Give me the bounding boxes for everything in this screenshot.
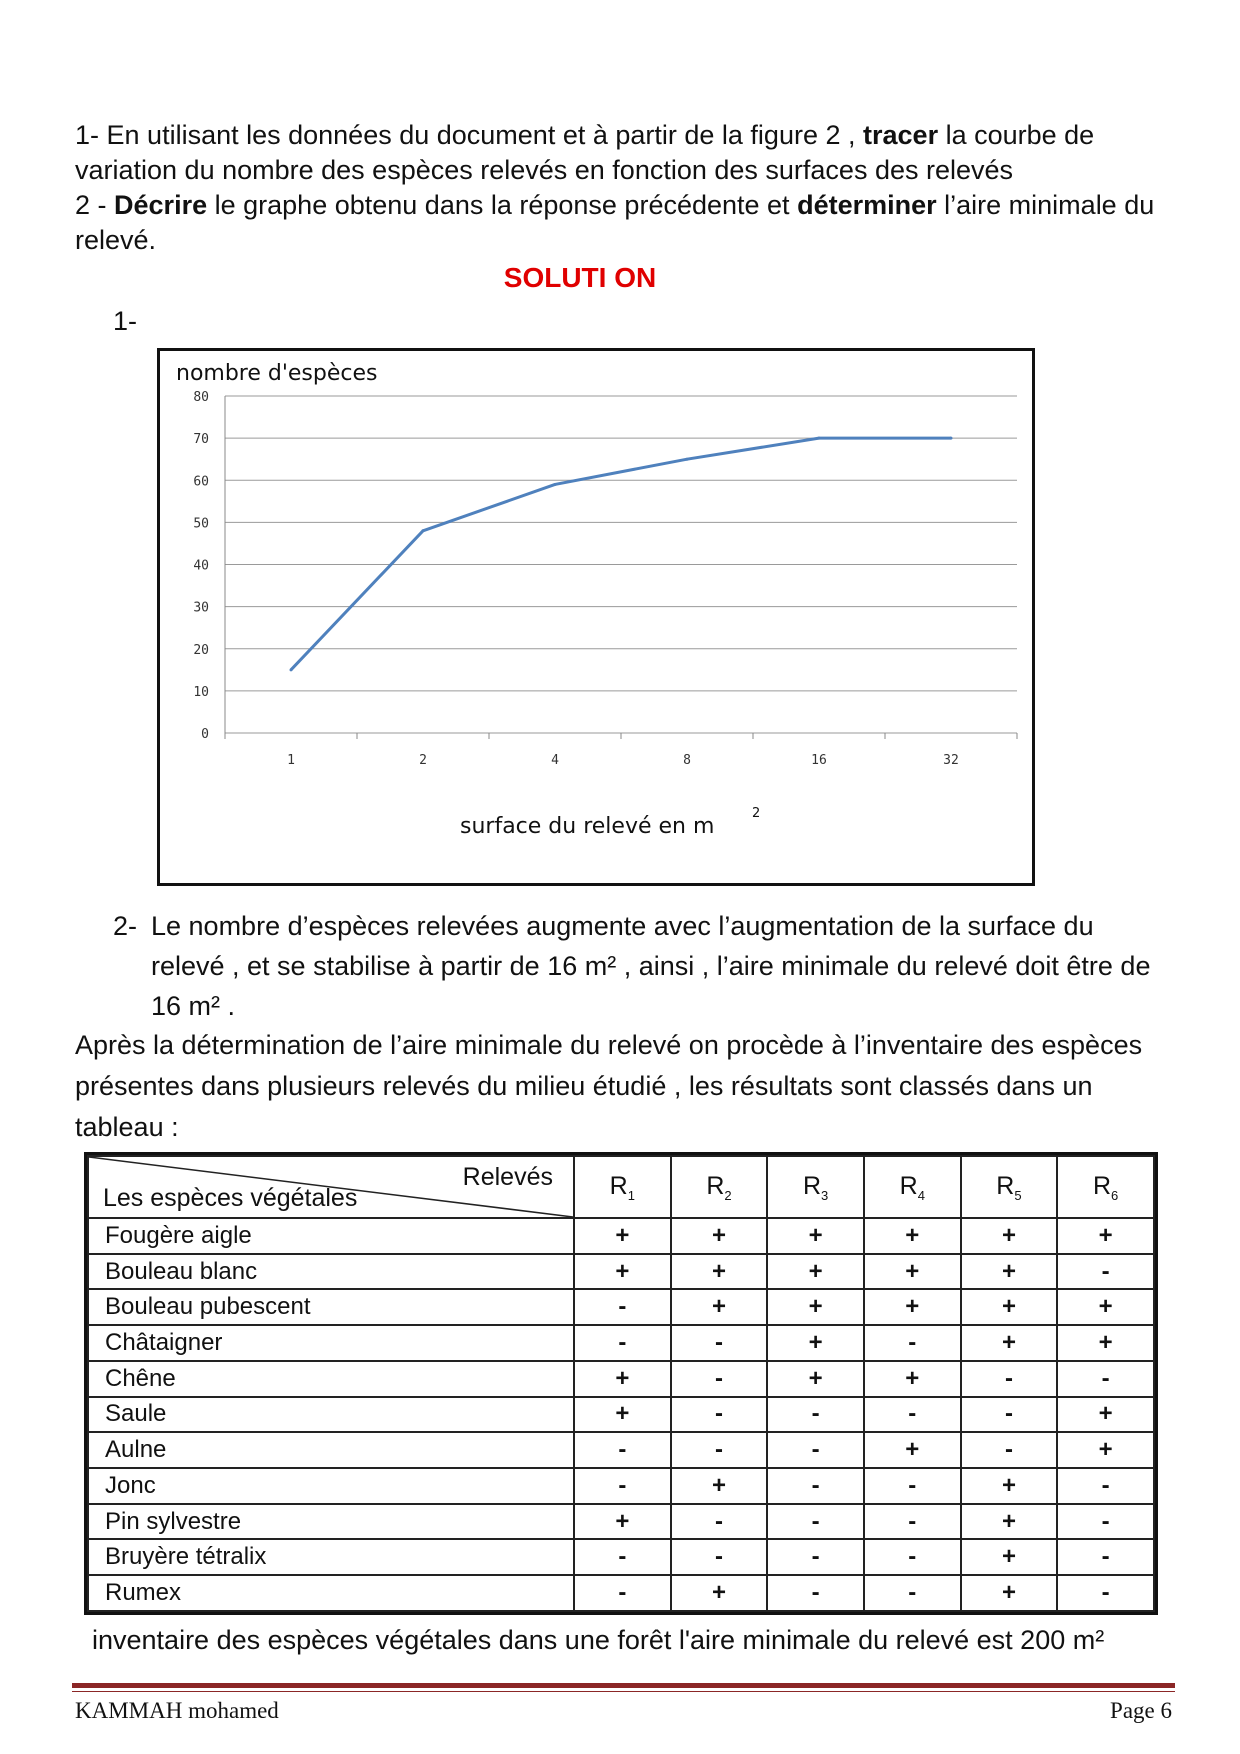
data-point	[290, 668, 293, 671]
question-2-bold-1: Décrire	[114, 190, 208, 220]
presence-mark: +	[961, 1254, 1058, 1290]
question-2	[75, 188, 1175, 258]
presence-mark: -	[671, 1539, 768, 1575]
table-row	[88, 1325, 1154, 1361]
presence-mark: -	[671, 1361, 768, 1397]
data-point	[422, 529, 425, 532]
table-corner-cell	[88, 1156, 574, 1218]
presence-mark: -	[574, 1289, 671, 1325]
presence-mark: +	[574, 1218, 671, 1254]
presence-mark: -	[1057, 1504, 1154, 1540]
presence-mark: +	[961, 1468, 1058, 1504]
data-point	[686, 458, 689, 461]
table-row	[88, 1432, 1154, 1468]
data-point	[950, 437, 953, 440]
inventory-table	[84, 1152, 1158, 1615]
presence-mark: -	[767, 1575, 864, 1611]
question-1-bold: tracer	[863, 120, 939, 150]
column-header-base: R	[609, 1171, 628, 1200]
presence-mark: -	[864, 1325, 961, 1361]
presence-mark: +	[1057, 1432, 1154, 1468]
y-tick-label: 30	[193, 600, 209, 616]
presence-mark: -	[574, 1539, 671, 1575]
presence-mark: +	[574, 1397, 671, 1433]
question-2-text-a: le graphe obtenu dans la réponse précédente et	[214, 190, 790, 220]
presence-mark: +	[671, 1289, 768, 1325]
y-tick-label: 50	[193, 516, 209, 532]
column-header-r4	[864, 1156, 961, 1218]
chart-title: nombre d'espèces	[176, 361, 378, 386]
presence-mark: +	[671, 1254, 768, 1290]
data-point	[554, 483, 557, 486]
x-tick-label: 4	[551, 753, 559, 768]
table-row	[88, 1218, 1154, 1254]
presence-mark: -	[574, 1575, 671, 1611]
footer-page-number: Page 6	[1110, 1698, 1172, 1723]
presence-mark: +	[864, 1361, 961, 1397]
y-tick-label: 10	[193, 684, 209, 700]
species-name: Bruyère tétralix	[88, 1539, 574, 1575]
question-2-bold-2: déterminer	[797, 190, 937, 220]
presence-mark: -	[1057, 1361, 1154, 1397]
species-name: Fougère aigle	[88, 1218, 574, 1254]
presence-mark: -	[767, 1468, 864, 1504]
column-header-base: R	[802, 1171, 822, 1200]
answer-2-label: 2-	[113, 911, 138, 941]
column-header-sub: 2	[724, 1187, 732, 1203]
presence-mark: -	[961, 1432, 1058, 1468]
presence-mark: -	[671, 1432, 768, 1468]
presence-mark: -	[864, 1575, 961, 1611]
table-header-row	[88, 1156, 1154, 1218]
question-1-number: 1-	[75, 120, 100, 150]
presence-mark: -	[767, 1432, 864, 1468]
presence-mark: +	[767, 1361, 864, 1397]
presence-mark: +	[671, 1218, 768, 1254]
species-name: Jonc	[88, 1468, 574, 1504]
y-tick-label: 80	[193, 390, 209, 405]
footer-author: KAMMAH mohamed	[75, 1698, 279, 1723]
presence-mark: -	[961, 1361, 1058, 1397]
presence-mark: -	[574, 1432, 671, 1468]
presence-mark: +	[671, 1468, 768, 1504]
presence-mark: -	[1057, 1468, 1154, 1504]
corner-bottom-label: Les espèces végétales	[103, 1184, 358, 1212]
y-tick-label: 70	[193, 432, 209, 448]
column-header-sub: 6	[1111, 1187, 1119, 1203]
presence-mark: +	[1057, 1289, 1154, 1325]
column-header-r5	[961, 1156, 1058, 1218]
footer-rule-thick	[72, 1683, 1175, 1688]
x-tick-label: 32	[943, 753, 959, 768]
presence-mark: +	[767, 1254, 864, 1290]
column-header-r6	[1057, 1156, 1154, 1218]
solution-title: SOLUTI ON	[503, 262, 657, 293]
table-row	[88, 1289, 1154, 1325]
presence-mark: +	[864, 1218, 961, 1254]
x-tick-label: 16	[811, 753, 827, 768]
species-area-chart	[157, 348, 1035, 886]
table-row	[88, 1361, 1154, 1397]
question-1	[75, 118, 1175, 188]
presence-mark: +	[961, 1504, 1058, 1540]
presence-mark: +	[671, 1575, 768, 1611]
y-tick-label: 60	[193, 474, 209, 490]
x-tick-label: 8	[683, 753, 691, 768]
column-header-sub: 1	[627, 1187, 635, 1203]
presence-mark: +	[961, 1289, 1058, 1325]
presence-mark: +	[574, 1504, 671, 1540]
y-tick-label: 20	[193, 642, 209, 658]
presence-mark: -	[1057, 1575, 1154, 1611]
presence-mark: -	[767, 1504, 864, 1540]
presence-mark: +	[574, 1361, 671, 1397]
species-name: Bouleau pubescent	[88, 1289, 574, 1325]
species-name: Saule	[88, 1397, 574, 1433]
x-axis-label: surface du relevé en m	[460, 814, 715, 839]
species-name: Chêne	[88, 1361, 574, 1397]
table-caption: inventaire des espèces végétales dans une forêt l'aire minimale du relevé est 200 m²	[92, 1625, 1105, 1655]
presence-mark: -	[864, 1539, 961, 1575]
answer-2-text: Le nombre d’espèces relevées augmente avec l’augmentation de la surface du relevé , et se stabilise à partir de 16 m² , ainsi , l’aire minimale du relevé doit être de 16 m² .	[151, 911, 1151, 1021]
species-name: Rumex	[88, 1575, 574, 1611]
presence-mark: +	[961, 1218, 1058, 1254]
presence-mark: -	[574, 1325, 671, 1361]
column-header-base: R	[996, 1171, 1015, 1200]
corner-top-label: Relevés	[462, 1163, 553, 1191]
presence-mark: -	[671, 1325, 768, 1361]
question-2-text-b: l’aire minimale du relevé.	[75, 190, 1155, 255]
answer-1-label: 1-	[113, 306, 138, 336]
presence-mark: -	[671, 1397, 768, 1433]
presence-mark: +	[767, 1218, 864, 1254]
answer-2	[113, 906, 1173, 1026]
presence-mark: +	[961, 1539, 1058, 1575]
y-tick-label: 40	[193, 558, 209, 574]
presence-mark: +	[1057, 1325, 1154, 1361]
presence-mark: +	[767, 1325, 864, 1361]
table-row	[88, 1468, 1154, 1504]
species-name: Bouleau blanc	[88, 1254, 574, 1290]
x-axis-label-superscript: 2	[752, 806, 761, 821]
column-header-r3	[767, 1156, 864, 1218]
species-name: Aulne	[88, 1432, 574, 1468]
presence-mark: +	[961, 1575, 1058, 1611]
table-row	[88, 1254, 1154, 1290]
presence-mark: +	[864, 1254, 961, 1290]
presence-mark: -	[864, 1504, 961, 1540]
presence-mark: -	[574, 1468, 671, 1504]
chart-svg	[160, 351, 1032, 883]
presence-mark: -	[1057, 1539, 1154, 1575]
y-tick-label: 0	[201, 727, 209, 742]
paragraph-3: Après la détermination de l’aire minimale du relevé on procède à l’inventaire des espèces présentes dans plusieurs relevés du milieu étudié , les résultats sont classés dans un tableau :	[75, 1030, 1143, 1142]
presence-mark: -	[671, 1504, 768, 1540]
question-1-text-b: la courbe de variation du nombre des espèces relevés en fonction des surfaces des relevés	[75, 120, 1095, 185]
presence-mark: -	[767, 1539, 864, 1575]
footer-rule-thin	[72, 1691, 1175, 1692]
presence-mark: -	[961, 1397, 1058, 1433]
table-row	[88, 1575, 1154, 1611]
presence-mark: +	[864, 1289, 961, 1325]
species-name: Châtaigner	[88, 1325, 574, 1361]
presence-mark: -	[767, 1397, 864, 1433]
column-header-base: R	[1092, 1171, 1112, 1200]
presence-mark: -	[864, 1468, 961, 1504]
column-header-sub: 3	[821, 1187, 829, 1203]
presence-mark: +	[1057, 1218, 1154, 1254]
x-tick-label: 1	[287, 753, 295, 768]
presence-mark: -	[1057, 1254, 1154, 1290]
presence-mark: -	[864, 1397, 961, 1433]
series-line	[291, 438, 951, 670]
presence-mark: +	[767, 1289, 864, 1325]
data-point	[818, 437, 821, 440]
column-header-base: R	[899, 1171, 918, 1200]
presence-mark: +	[961, 1325, 1058, 1361]
table-body	[88, 1218, 1154, 1611]
column-header-sub: 4	[917, 1187, 925, 1203]
column-header-base: R	[706, 1171, 725, 1200]
presence-mark: +	[574, 1254, 671, 1290]
table-row	[88, 1539, 1154, 1575]
table-row	[88, 1504, 1154, 1540]
x-tick-label: 2	[419, 753, 427, 768]
presence-mark: +	[864, 1432, 961, 1468]
column-header-sub: 5	[1014, 1187, 1022, 1203]
column-header-r2	[671, 1156, 768, 1218]
question-1-text-a: En utilisant les données du document et à partir de la figure 2 ,	[106, 120, 856, 150]
column-header-r1	[574, 1156, 671, 1218]
presence-mark: +	[1057, 1397, 1154, 1433]
species-name: Pin sylvestre	[88, 1504, 574, 1540]
table-row	[88, 1397, 1154, 1433]
question-2-number: 2 -	[75, 190, 107, 220]
